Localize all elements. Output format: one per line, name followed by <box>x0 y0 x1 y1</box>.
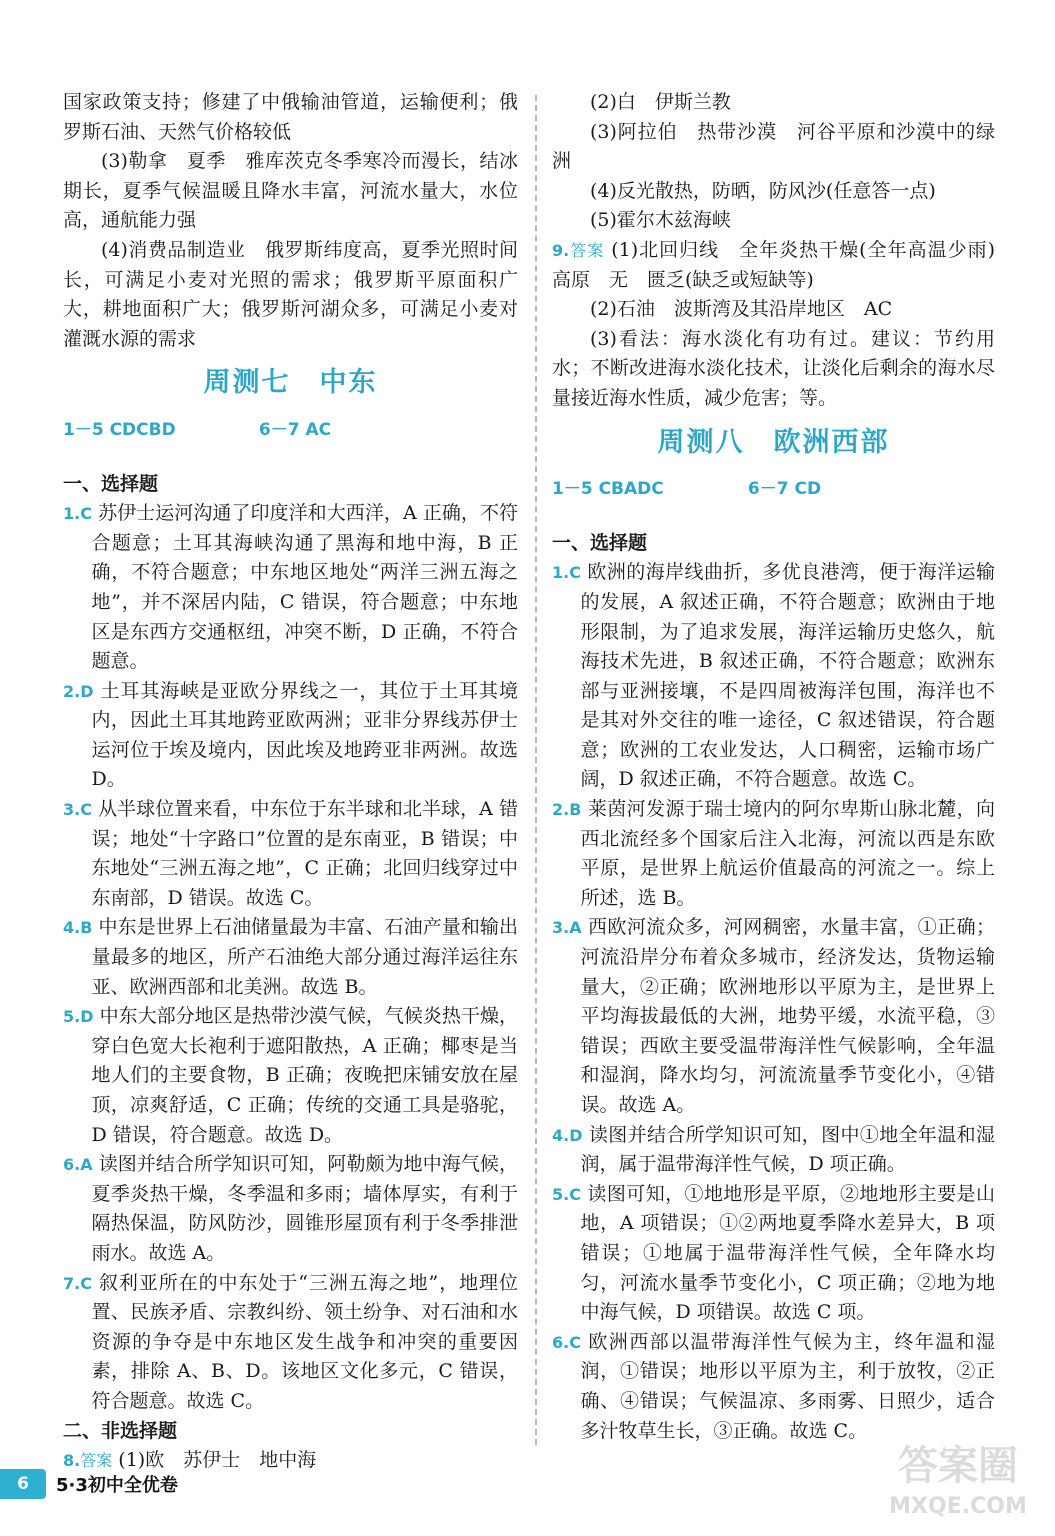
item-text: 欧洲西部以温带海洋性气候为主，终年温和湿润，①错误；地形以平原为主，利于放牧，②正确、④错误；气候温凉、多雨雾、日照少，适合多汁牧草生长，③正确。故选 C。 <box>580 1330 995 1442</box>
item-text: 土耳其海峡是亚欧分界线之一，其位于土耳其境内，因此土耳其地跨亚欧两洲；亚非分界线苏伊士运河位于埃及境内，因此埃及地跨亚非两洲。故选 D。 <box>91 679 518 791</box>
item-number: 4.D <box>552 1125 583 1145</box>
item-text: 读图可知，①地地形是平原，②地地形主要是山地，A 项错误；①②两地夏季降水差异大，B 项错误；①地属于温带海洋性气候，全年降水均匀，河流水量季节变化小，C 项正确；②地为地中海气候，D 项错误。故选 C 项。 <box>580 1182 995 1324</box>
section-title: 周测七 中东 <box>203 367 378 399</box>
answer-item <box>552 1328 995 1446</box>
item-number: 1.C <box>552 563 581 583</box>
watermark-logo <box>870 1431 1045 1526</box>
item-text: 叙利亚所在的中东处于“三洲五海之地”，地理位置、民族矛盾、宗教纠纷、领土纷争、对石油和水资源的争夺是中东地区发生战争和冲突的重要因素，排除 A、B、D。该地区文化多元，C 错误，符合题意。故选 C。 <box>91 1271 518 1412</box>
answer-item <box>63 795 518 913</box>
section-heading: 一、选择题 <box>63 472 159 495</box>
item-text: 苏伊士运河沟通了印度洋和大西洋，A 正确，不符合题意；土耳其海峡沟通了黑海和地中海，B 正确，不符合题意；中东地区地处“两洋三洲五海之地”，并不深居内陆，C 错误，符合题意；中东地区是东西方交通枢纽，冲突不断，D 正确，不符合题意。 <box>91 502 519 673</box>
paragraph: (5)霍尔木兹海峡 <box>590 209 731 232</box>
item-text: (1)欧 苏伊士 地中海 <box>118 1449 317 1472</box>
quick-answers <box>63 416 518 446</box>
item-number: 9. <box>552 240 570 260</box>
paragraph: (3)看法：海水淡化有功有过。建议：节约用水；不断改进海水淡化技术，让淡化后剩余的海水尽量接近海水性质，减少危害；等。 <box>552 327 995 409</box>
item-number: 2.D <box>63 681 94 701</box>
answer-item <box>552 795 995 913</box>
answer-item <box>552 236 1014 295</box>
answer-label: 答案 <box>80 1451 113 1471</box>
answer-item <box>552 558 995 795</box>
quick-answer: 6－7 CD <box>747 479 822 500</box>
paragraph: 国家政策支持；修建了中俄输油管道，运输便利；俄罗斯石油、天然气价格较低 <box>63 91 518 143</box>
item-number: 1.C <box>63 504 92 524</box>
answer-item <box>63 677 518 795</box>
item-text: 从半球位置来看，中东位于东半球和北半球，A 错误；地处“十字路口”位置的是东南亚，B 错误；中东地处“三洲五海之地”，C 正确；北回归线穿过中东南部，D 错误。故选 C。 <box>91 798 519 909</box>
item-number: 3.C <box>63 800 92 820</box>
item-text: 中东大部分地区是热带沙漠气候，气候炎热干燥，穿白色宽大长袍利于遮阳散热，A 正确；椰枣是当地人们的主要食物，B 正确；夜晚把床铺安放在屋顶，凉爽舒适，C 正确；传统的交通工具是骆驼，D 错误，符合题意。故选 D。 <box>91 1005 518 1146</box>
quick-answer: 6－7 AC <box>258 419 332 440</box>
item-number: 6.A <box>63 1155 93 1175</box>
column-divider <box>535 95 537 1445</box>
item-number: 4.B <box>63 918 93 938</box>
answer-list <box>552 558 995 1446</box>
answer-item <box>552 1180 995 1328</box>
page-footer <box>0 1466 300 1502</box>
item-number: 7.C <box>63 1273 92 1293</box>
paragraph: (4)反光散热，防晒，防风沙(任意答一点) <box>590 179 936 202</box>
paragraph: (3)勒拿 夏季 雅库茨克冬季寒冷而漫长，结冰期长，夏季气候温暖且降水丰富，河流水量大，水位高，通航能力强 <box>63 150 518 232</box>
item-number: 5.C <box>552 1184 581 1204</box>
answer-item <box>63 913 518 1002</box>
answer-item <box>63 1269 518 1417</box>
item-text: (1)北回归线 全年炎热干燥(全年高温少雨) 高原 无 匮乏(缺乏或短缺等) <box>552 238 1014 291</box>
answer-item <box>552 913 995 1120</box>
answer-item <box>63 1150 518 1268</box>
quick-answer: 1－5 CDCBD <box>63 419 176 440</box>
item-number: 5.D <box>63 1007 94 1027</box>
right-column <box>552 88 1014 1446</box>
paragraph: (2)白 伊斯兰教 <box>590 91 731 113</box>
quick-answer: 1－5 CBADC <box>552 479 664 500</box>
item-number: 2.B <box>552 800 582 820</box>
quick-answers <box>552 475 995 505</box>
paragraph: (2)石油 波斯湾及其沿岸地区 AC <box>590 298 893 321</box>
paragraph: (3)阿拉伯 热带沙漠 河谷平原和沙漠中的绿洲 <box>552 120 995 173</box>
watermark-line1: 答案圈 <box>898 1443 1018 1489</box>
book-title: 5·3初中全优卷 <box>56 1475 178 1496</box>
item-text: 欧洲的海岸线曲折，多优良港湾，便于海洋运输的发展，A 叙述正确，不符合题意；欧洲由于地形限制，为了追求发展，海洋运输历史悠久，航海技术先进，B 叙述正确，不符合题意；欧洲东部与亚洲接壤，不是四周被海洋包围，海洋也不是其对外交往的唯一途径，C 叙述错误，符合题意；欧洲的工农业发达，人口稠密，运输市场广阔，D 叙述正确，不符合题意。故选 C。 <box>580 561 995 791</box>
answer-item <box>63 1002 518 1150</box>
item-number: 3.A <box>552 918 582 938</box>
section-title: 周测八 欧洲西部 <box>657 426 890 458</box>
item-text: 莱茵河发源于瑞士境内的阿尔卑斯山脉北麓，向西北流经多个国家后注入北海，河流以西是东欧平原，是世界上航运价值最高的河流之一。综上所述，选 B。 <box>580 798 995 909</box>
item-text: 中东是世界上石油储量最为丰富、石油产量和输出量最多的地区，所产石油绝大部分通过海洋运往东亚、欧洲西部和北美洲。故选 B。 <box>91 916 518 998</box>
section-heading: 一、选择题 <box>552 531 648 554</box>
item-text: 读图并结合所学知识可知，图中①地全年温和湿润，属于温带海洋性气候，D 项正确。 <box>580 1123 995 1176</box>
item-number: 8. <box>63 1451 81 1471</box>
item-text: 读图并结合所学知识可知，阿勒颇为地中海气候，夏季炎热干燥，冬季温和多雨；墙体厚实，有利于隔热保温，防风防沙，圆锥形屋顶有利于冬季排泄雨水。故选 A。 <box>91 1153 518 1264</box>
watermark-line2: MXQE.COM <box>889 1494 1027 1519</box>
answer-list <box>63 499 518 1416</box>
item-number: 6.C <box>552 1332 581 1352</box>
paragraph: (4)消费品制造业 俄罗斯纬度高，夏季光照时间长，可满足小麦对光照的需求；俄罗斯平原面积广大，耕地面积广大；俄罗斯河湖众多，可满足小麦对灌溉水源的需求 <box>63 238 518 350</box>
item-text: 西欧河流众多，河网稠密，水量丰富，①正确；河流沿岸分布着众多城市，经济发达，货物运输量大，②正确；欧洲地形以平原为主，是世界上平均海拔最低的大洲，地势平缓，水流平稳，③错误；西欧主要受温带海洋性气候影响，全年温和湿润，降水均匀，河流流量季节变化小，④错误。故选 A。 <box>580 916 995 1116</box>
answer-item <box>63 499 518 677</box>
answer-label: 答案 <box>569 240 605 260</box>
section-heading: 二、非选择题 <box>63 1419 178 1442</box>
left-column <box>63 88 518 1476</box>
answer-item <box>552 1121 995 1180</box>
page-number: 6 <box>0 1469 46 1499</box>
